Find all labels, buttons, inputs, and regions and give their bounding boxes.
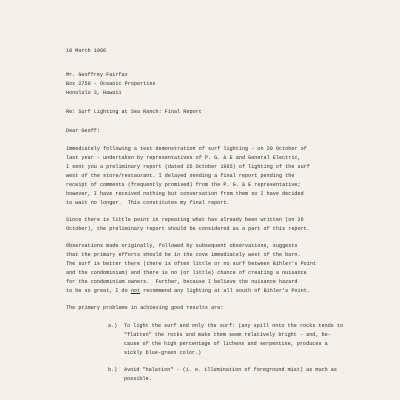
paragraph-3-line: for the condominium owners. Further, because I believe the nuisance hazard <box>66 279 298 285</box>
item-a-line: cause of the high percentage of lichens and serpentine, produces a <box>124 341 328 347</box>
item-b-label: b.) <box>108 367 118 373</box>
emphasis-not: not <box>130 288 141 294</box>
item-b-line: Avoid "halation" - (i. e. illumination of foreground mist) as much as <box>124 367 337 373</box>
recipient-name: Mr. Geoffrey Fairfax <box>66 72 128 78</box>
item-a-line: To light the surf and only the surf: (any spill onto the rocks tends to <box>124 323 344 329</box>
paragraph-2-line: Since there is little point in repeating what has already been written (on 26 <box>66 217 304 223</box>
item-a-label: a.) <box>108 323 118 329</box>
subject-line: Re: Surf Lighting at Sea Ranch: Final Report <box>66 109 202 115</box>
letter-date: 10 March 1966 <box>66 48 107 54</box>
paragraph-1-line: I sent you a preliminary report (dated 26 October 1965) of lighting of the surf <box>66 164 310 170</box>
paragraph-3-tail: recommend any lighting at all south of Bihler's Point. <box>140 288 310 294</box>
paragraph-3-text: to be so great, I do <box>66 288 131 294</box>
paragraph-1-line: to wait no longer. This constitutes my final report. <box>66 200 230 206</box>
paragraph-3-line: and the condominium) and there is no (or little) chance of creating a nuisance <box>66 270 307 276</box>
recipient-city: Honolulu 3, Hawaii <box>66 90 122 96</box>
paragraph-1-line: last year - undertaken by representatives of P. G. & E and General Electric, <box>66 155 301 161</box>
paragraph-1-line: Immediately following a test demonstration of surf lighting - on 20 October of <box>66 146 307 152</box>
paragraph-3-line: Observations made originally, followed by subsequent observations, suggests <box>66 243 298 249</box>
paragraph-1-line: however, I have received nothing but conversation from them so I have decided <box>66 191 304 197</box>
item-a-line: "flatten" the rocks and make them seem relatively bright - and, be- <box>124 332 331 338</box>
paragraph-3-line: that the primary efforts should be in the cove immediately west of the barn. <box>66 252 301 258</box>
paragraph-3-last-line <box>66 288 310 294</box>
paragraph-1-line: receipt of comments (frequently promised) from the P. G. & E representative; <box>66 182 301 188</box>
item-b-line: possible. <box>124 376 152 382</box>
problems-intro: The primary problems in achieving good results are: <box>66 305 224 311</box>
paragraph-2-line: October), the preliminary report should be considered as a part of this report. <box>66 226 310 232</box>
item-a-line: sickly blue-green color.) <box>124 350 202 356</box>
salutation: Dear Geoff: <box>66 128 100 134</box>
paragraph-1-line: west of the store/restaurant. I delayed sending a final report pending the <box>66 173 295 179</box>
recipient-company: Box 2750 - Oceanic Properties <box>66 81 156 87</box>
paragraph-3-line: The surf is better there (there is often little or no surf between Bihler's Point <box>66 261 317 267</box>
